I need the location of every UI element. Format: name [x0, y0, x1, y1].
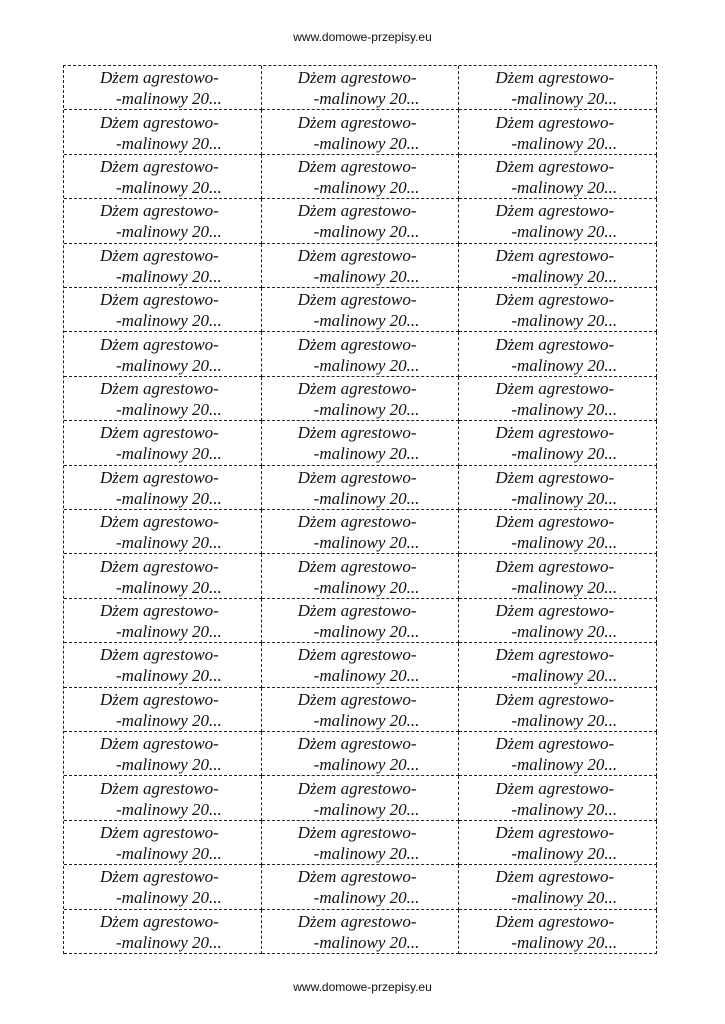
label-text-line1: Dżem agrestowo-: [100, 822, 219, 842]
label-text-line2: -malinowy 20...: [313, 533, 420, 553]
label-text-line2: -malinowy 20...: [511, 710, 618, 730]
label-text-line1: Dżem agrestowo-: [297, 334, 417, 354]
jam-label: [262, 821, 460, 865]
label-text-line2: -malinowy 20...: [313, 311, 420, 331]
jam-label: [262, 110, 460, 154]
label-text-line2: -malinowy 20...: [511, 799, 618, 819]
label-text-line2: -malinowy 20...: [116, 888, 222, 908]
label-text-line2: -malinowy 20...: [511, 355, 618, 375]
jam-label: [262, 466, 460, 510]
jam-label: [459, 110, 657, 154]
label-text-line2: -malinowy 20...: [511, 666, 618, 686]
jam-label: [262, 155, 460, 199]
label-text-line2: -malinowy 20...: [313, 932, 420, 952]
label-text-line1: Dżem agrestowo-: [495, 645, 615, 665]
label-text-line2: -malinowy 20...: [511, 621, 618, 641]
label-text-line1: Dżem agrestowo-: [495, 512, 615, 532]
label-text-line2: -malinowy 20...: [511, 843, 618, 863]
label-text-line1: Dżem agrestowo-: [100, 778, 219, 798]
label-text-line2: -malinowy 20...: [511, 888, 618, 908]
label-text-line2: -malinowy 20...: [511, 222, 618, 242]
jam-label: [459, 466, 657, 510]
jam-label: [459, 910, 657, 954]
jam-label: [262, 288, 460, 332]
label-text-line2: -malinowy 20...: [313, 621, 420, 641]
jam-label: [262, 66, 460, 110]
label-text-line1: Dżem agrestowo-: [495, 378, 615, 398]
label-text-line2: -malinowy 20...: [116, 577, 222, 597]
jam-label: [64, 155, 262, 199]
label-text-line2: -malinowy 20...: [313, 710, 420, 730]
label-text-line2: -malinowy 20...: [511, 133, 618, 153]
label-text-line1: Dżem agrestowo-: [100, 689, 219, 709]
label-text-line1: Dżem agrestowo-: [495, 423, 615, 443]
label-text-line1: Dżem agrestowo-: [100, 245, 219, 265]
label-text-line1: Dżem agrestowo-: [297, 201, 417, 221]
jam-label: [459, 66, 657, 110]
jam-label: [262, 865, 460, 909]
label-text-line1: Dżem agrestowo-: [495, 556, 615, 576]
label-text-line1: Dżem agrestowo-: [495, 600, 615, 620]
label-text-line2: -malinowy 20...: [313, 355, 420, 375]
jam-label: [459, 821, 657, 865]
jam-label: [262, 732, 460, 776]
jam-label: [262, 510, 460, 554]
label-text-line1: Dżem agrestowo-: [495, 156, 615, 176]
label-text-line1: Dżem agrestowo-: [100, 645, 219, 665]
jam-label: [459, 643, 657, 687]
label-text-line1: Dżem agrestowo-: [297, 645, 417, 665]
jam-label: [64, 865, 262, 909]
label-text-line2: -malinowy 20...: [116, 755, 222, 775]
jam-label: [64, 910, 262, 954]
jam-label: [262, 643, 460, 687]
label-text-line2: -malinowy 20...: [313, 222, 420, 242]
label-text-line1: Dżem agrestowo-: [100, 600, 219, 620]
jam-label: [64, 688, 262, 732]
label-text-line2: -malinowy 20...: [116, 533, 222, 553]
label-text-line1: Dżem agrestowo-: [495, 778, 615, 798]
label-text-line2: -malinowy 20...: [116, 444, 222, 464]
jam-label: [64, 643, 262, 687]
jam-label: [64, 510, 262, 554]
label-text-line2: -malinowy 20...: [313, 444, 420, 464]
jam-label: [459, 865, 657, 909]
label-text-line1: Dżem agrestowo-: [100, 201, 219, 221]
label-text-line1: Dżem agrestowo-: [100, 68, 219, 88]
label-text-line2: -malinowy 20...: [116, 666, 222, 686]
jam-label: [262, 776, 460, 820]
label-text-line2: -malinowy 20...: [313, 89, 420, 109]
label-text-line1: Dżem agrestowo-: [100, 112, 219, 132]
label-text-line1: Dżem agrestowo-: [495, 290, 615, 310]
label-text-line1: Dżem agrestowo-: [495, 201, 615, 221]
footer-website-url: www.domowe-przepisy.eu: [293, 980, 432, 994]
label-text-line2: -malinowy 20...: [116, 621, 222, 641]
label-text-line1: Dżem agrestowo-: [297, 911, 417, 931]
label-text-line1: Dżem agrestowo-: [495, 689, 615, 709]
header-website-url: www.domowe-przepisy.eu: [293, 30, 432, 44]
label-text-line2: -malinowy 20...: [511, 399, 618, 419]
jam-label: [64, 66, 262, 110]
label-text-line2: -malinowy 20...: [511, 89, 618, 109]
label-text-line1: Dżem agrestowo-: [100, 423, 219, 443]
label-text-line1: Dżem agrestowo-: [100, 734, 219, 754]
label-text-line1: Dżem agrestowo-: [100, 467, 219, 487]
label-text-line1: Dżem agrestowo-: [100, 290, 219, 310]
jam-label: [64, 554, 262, 598]
jam-label: [459, 554, 657, 598]
label-text-line1: Dżem agrestowo-: [495, 467, 615, 487]
jam-label: [262, 421, 460, 465]
label-text-line1: Dżem agrestowo-: [495, 112, 615, 132]
label-text-line1: Dżem agrestowo-: [297, 245, 417, 265]
label-text-line1: Dżem agrestowo-: [297, 512, 417, 532]
jam-label: [459, 288, 657, 332]
jam-label: [459, 510, 657, 554]
jam-label: [459, 332, 657, 376]
jam-label: [64, 377, 262, 421]
jam-label: [262, 244, 460, 288]
label-text-line2: -malinowy 20...: [116, 799, 222, 819]
label-text-line1: Dżem agrestowo-: [297, 600, 417, 620]
jam-label: [459, 732, 657, 776]
label-text-line2: -malinowy 20...: [116, 133, 222, 153]
label-text-line1: Dżem agrestowo-: [100, 334, 219, 354]
label-text-line2: -malinowy 20...: [116, 89, 222, 109]
jam-label: [262, 688, 460, 732]
label-text-line2: -malinowy 20...: [116, 488, 222, 508]
jam-label: [64, 599, 262, 643]
label-text-line2: -malinowy 20...: [511, 577, 618, 597]
label-text-line2: -malinowy 20...: [313, 843, 420, 863]
label-text-line2: -malinowy 20...: [116, 710, 222, 730]
jam-label: [64, 466, 262, 510]
jam-label: [262, 332, 460, 376]
label-text-line1: Dżem agrestowo-: [297, 423, 417, 443]
jam-label: [64, 244, 262, 288]
label-text-line2: -malinowy 20...: [511, 177, 618, 197]
label-text-line2: -malinowy 20...: [313, 666, 420, 686]
label-text-line1: Dżem agrestowo-: [100, 556, 219, 576]
label-text-line2: -malinowy 20...: [511, 266, 618, 286]
label-text-line2: -malinowy 20...: [116, 311, 222, 331]
label-text-line1: Dżem agrestowo-: [297, 689, 417, 709]
label-text-line1: Dżem agrestowo-: [297, 290, 417, 310]
label-text-line2: -malinowy 20...: [313, 488, 420, 508]
label-text-line1: Dżem agrestowo-: [100, 911, 219, 931]
jam-label: [64, 332, 262, 376]
label-text-line1: Dżem agrestowo-: [297, 378, 417, 398]
label-text-line1: Dżem agrestowo-: [297, 156, 417, 176]
label-text-line2: -malinowy 20...: [116, 932, 222, 952]
label-text-line2: -malinowy 20...: [313, 133, 420, 153]
label-text-line2: -malinowy 20...: [313, 266, 420, 286]
label-text-line1: Dżem agrestowo-: [495, 334, 615, 354]
label-text-line1: Dżem agrestowo-: [495, 911, 615, 931]
label-text-line1: Dżem agrestowo-: [297, 867, 417, 887]
jam-label: [64, 732, 262, 776]
label-text-line2: -malinowy 20...: [116, 399, 222, 419]
jam-label: [459, 244, 657, 288]
jam-label: [64, 199, 262, 243]
jam-label: [64, 776, 262, 820]
label-text-line1: Dżem agrestowo-: [100, 512, 219, 532]
jam-label: [64, 821, 262, 865]
jam-label: [459, 421, 657, 465]
label-text-line2: -malinowy 20...: [313, 399, 420, 419]
label-text-line2: -malinowy 20...: [313, 755, 420, 775]
jam-label: [262, 910, 460, 954]
label-text-line1: Dżem agrestowo-: [297, 822, 417, 842]
label-text-line1: Dżem agrestowo-: [100, 156, 219, 176]
jam-label: [262, 599, 460, 643]
jam-label: [262, 199, 460, 243]
label-text-line2: -malinowy 20...: [511, 444, 618, 464]
label-text-line1: Dżem agrestowo-: [100, 867, 219, 887]
label-text-line2: -malinowy 20...: [511, 488, 618, 508]
jam-label: [459, 155, 657, 199]
label-text-line2: -malinowy 20...: [511, 932, 618, 952]
label-text-line1: Dżem agrestowo-: [297, 68, 417, 88]
label-text-line2: -malinowy 20...: [511, 755, 618, 775]
label-text-line2: -malinowy 20...: [313, 799, 420, 819]
jam-label: [64, 288, 262, 332]
label-text-line2: -malinowy 20...: [116, 177, 222, 197]
label-text-line1: Dżem agrestowo-: [297, 467, 417, 487]
jam-label: [459, 599, 657, 643]
label-text-line1: Dżem agrestowo-: [297, 112, 417, 132]
label-text-line1: Dżem agrestowo-: [297, 556, 417, 576]
jam-label: [459, 199, 657, 243]
jam-label: [262, 377, 460, 421]
jam-label: [459, 377, 657, 421]
label-text-line2: -malinowy 20...: [313, 177, 420, 197]
label-text-line2: -malinowy 20...: [116, 222, 222, 242]
label-text-line1: Dżem agrestowo-: [495, 68, 615, 88]
label-text-line2: -malinowy 20...: [116, 843, 222, 863]
label-text-line1: Dżem agrestowo-: [495, 867, 615, 887]
jam-label: [64, 421, 262, 465]
label-text-line2: -malinowy 20...: [511, 533, 618, 553]
jam-label: [459, 688, 657, 732]
jam-label: [64, 110, 262, 154]
label-sheet: [63, 65, 657, 954]
label-text-line2: -malinowy 20...: [313, 577, 420, 597]
label-text-line1: Dżem agrestowo-: [297, 734, 417, 754]
label-text-line1: Dżem agrestowo-: [100, 378, 219, 398]
label-text-line2: -malinowy 20...: [313, 888, 420, 908]
label-text-line2: -malinowy 20...: [116, 355, 222, 375]
jam-label: [459, 776, 657, 820]
label-text-line1: Dżem agrestowo-: [297, 778, 417, 798]
label-text-line1: Dżem agrestowo-: [495, 734, 615, 754]
jam-label: [262, 554, 460, 598]
label-text-line1: Dżem agrestowo-: [495, 245, 615, 265]
label-text-line1: Dżem agrestowo-: [495, 822, 615, 842]
label-text-line2: -malinowy 20...: [116, 266, 222, 286]
label-text-line2: -malinowy 20...: [511, 311, 618, 331]
